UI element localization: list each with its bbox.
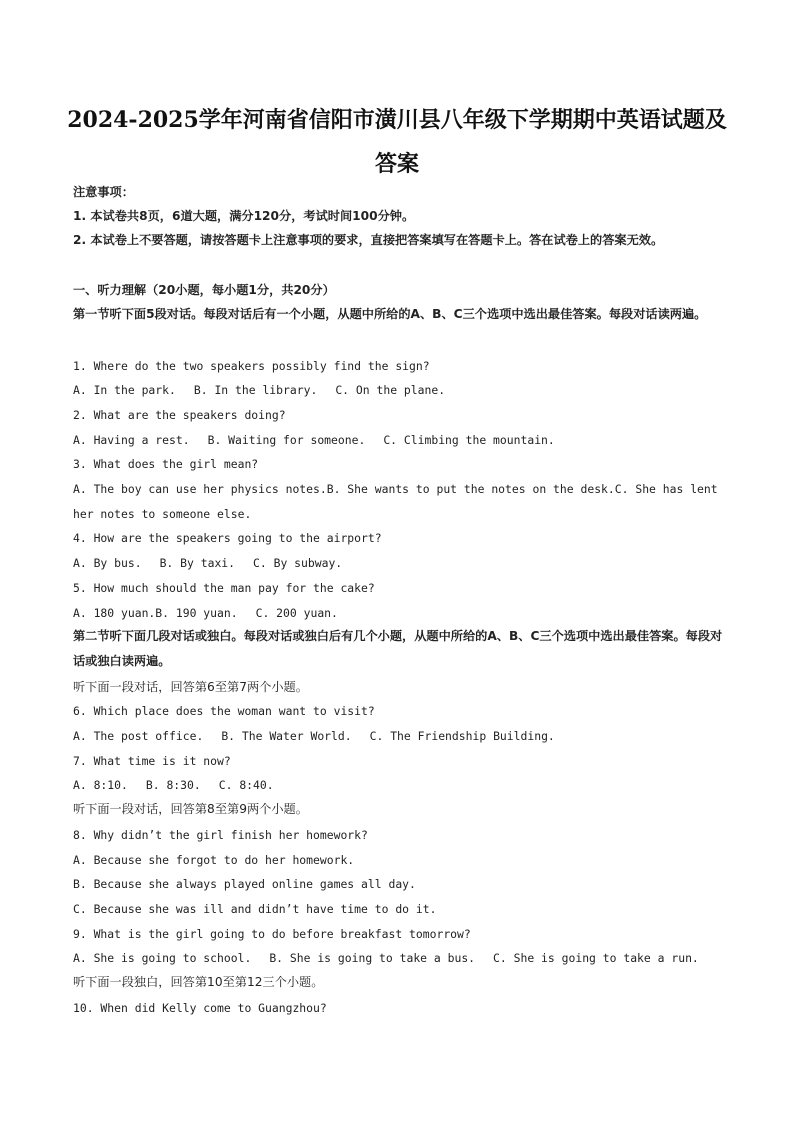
option-c: C. 200 yuan.	[255, 606, 338, 620]
option-b: B. In the library.	[193, 383, 318, 397]
option-b: B. Waiting for someone.	[207, 433, 366, 447]
instruction-q6-q7: 听下面一段对话，回答第6至第7两个小题。	[73, 680, 308, 694]
question-3-options: A. The boy can use her physics notes.B. She wants to put the notes on the desk.C. She has lent her notes to someone else.	[73, 482, 718, 521]
option-ab: A. 180 yuan.B. 190 yuan.	[73, 606, 238, 620]
question-6: 6. Which place does the woman want to visit?	[73, 704, 375, 718]
section1-instructions: 第一节听下面5段对话。每段对话后有一个小题，从题中所给的A、B、C三个选项中选出最佳答案。每段对话读两遍。	[73, 307, 707, 321]
section2-instructions: 第二节听下面几段对话或独白。每段对话或独白后有几个小题，从题中所给的A、B、C三个选项中选出最佳答案。每段对话或独白读两遍。	[73, 629, 723, 668]
question-8-option-c: C. Because she was ill and didn’t have time to do it.	[73, 902, 437, 916]
question-1-options	[73, 382, 723, 398]
question-8-option-a: A. Because she forgot to do her homework.	[73, 853, 355, 867]
question-9: 9. What is the girl going to do before breakfast tomorrow?	[73, 927, 471, 941]
instruction-q8-q9: 听下面一段对话，回答第8至第9两个小题。	[73, 802, 308, 816]
question-8-option-b: B. Because she always played online games all day.	[73, 877, 416, 891]
option-c: C. Climbing the mountain.	[383, 433, 555, 447]
option-b: B. The Water World.	[221, 729, 352, 743]
notice-item-1: 1. 本试卷共8页，6道大题，满分120分，考试时间100分钟。	[73, 209, 415, 223]
question-4: 4. How are the speakers going to the airport?	[73, 531, 382, 545]
notice-heading: 注意事项：	[73, 185, 134, 199]
question-6-options	[73, 728, 723, 744]
option-c: C. 8:40.	[218, 778, 274, 792]
question-5-options	[73, 605, 723, 621]
option-a: A. She is going to school.	[73, 951, 252, 965]
question-8: 8. Why didn’t the girl finish her homework?	[73, 828, 368, 842]
part1-heading: 一、听力理解（20小题，每小题1分，共20分）	[73, 283, 335, 297]
option-b: B. 8:30.	[145, 778, 201, 792]
question-7-options	[73, 777, 723, 793]
option-c: C. By subway.	[253, 556, 343, 570]
question-7: 7. What time is it now?	[73, 754, 231, 768]
question-9-options	[73, 950, 723, 966]
option-b: B. By taxi.	[159, 556, 236, 570]
question-2-options	[73, 432, 723, 448]
question-5: 5. How much should the man pay for the cake?	[73, 581, 375, 595]
question-3: 3. What does the girl mean?	[73, 457, 259, 471]
option-a: A. Having a rest.	[73, 433, 190, 447]
option-b: B. She is going to take a bus.	[269, 951, 476, 965]
instruction-q10-q12: 听下面一段独白，回答第10至第12三个小题。	[73, 975, 324, 989]
option-c: C. She is going to take a run.	[493, 951, 699, 965]
question-2: 2. What are the speakers doing?	[73, 408, 286, 422]
question-1: 1. Where do the two speakers possibly find the sign?	[73, 359, 430, 373]
option-a: A. In the park.	[73, 383, 176, 397]
question-10: 10. When did Kelly come to Guangzhou?	[73, 1001, 327, 1015]
notice-item-2: 2. 本试卷上不要答题，请按答题卡上注意事项的要求，直接把答案填写在答题卡上。答在试卷上的答案无效。	[73, 233, 664, 247]
option-c: C. The Friendship Building.	[369, 729, 555, 743]
question-4-options	[73, 555, 723, 571]
page-title: 2024-2025学年河南省信阳市潢川县八年级下学期期中英语试题及答案	[67, 107, 727, 177]
option-a: A. The post office.	[73, 729, 204, 743]
option-a: A. 8:10.	[73, 778, 128, 792]
option-a: A. By bus.	[73, 556, 142, 570]
option-c: C. On the plane.	[335, 383, 446, 397]
